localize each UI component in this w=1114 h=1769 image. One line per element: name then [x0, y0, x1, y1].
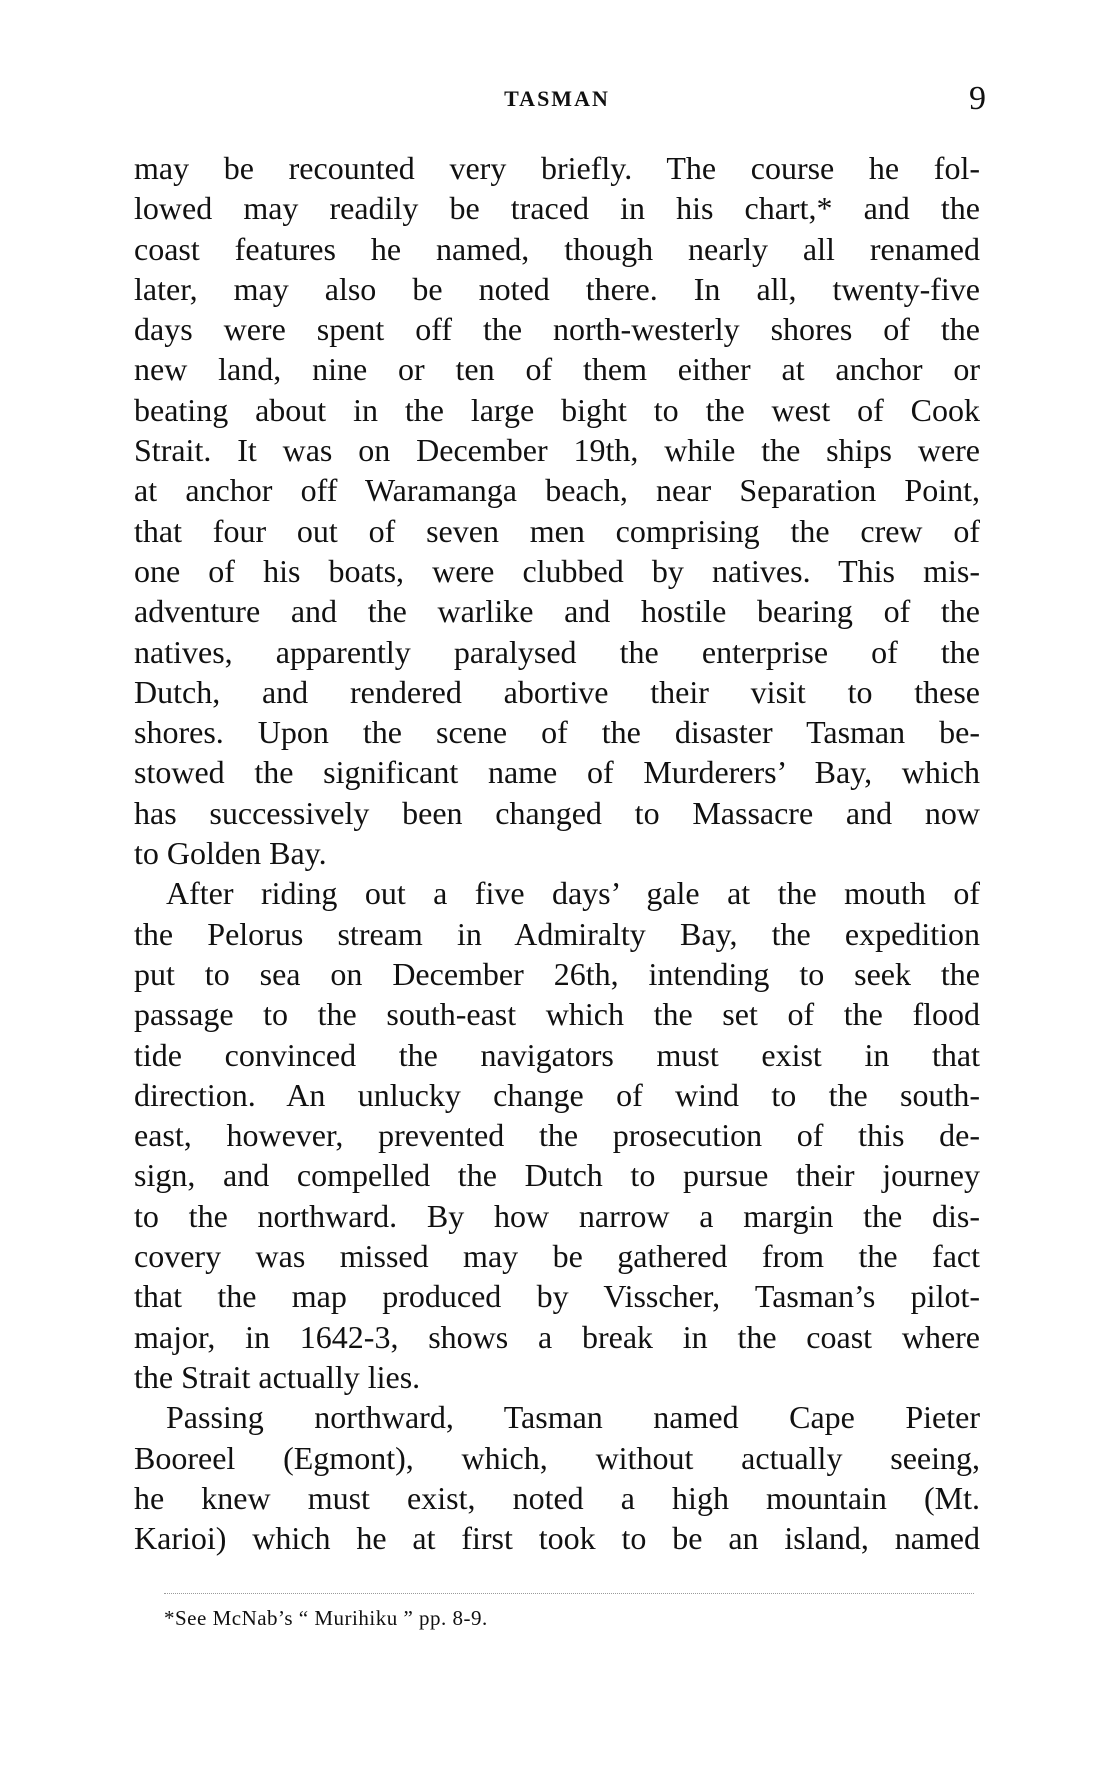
text-line: one of his boats, were clubbed by natives. This mis-: [134, 552, 980, 589]
text-line: Dutch, and rendered abortive their visit to these: [134, 673, 980, 710]
footnote: *See McNab’s “ Murihiku ” pp. 8-9.: [164, 1606, 488, 1630]
text-line: major, in 1642-3, shows a break in the coast where: [134, 1318, 980, 1355]
text-line: Booreel (Egmont), which, without actually seeing,: [134, 1439, 980, 1476]
page-number: 9: [969, 80, 986, 117]
footnote-rule: [164, 1593, 974, 1594]
text-line: he knew must exist, noted a high mountain (Mt.: [134, 1479, 980, 1516]
text-line: may be recounted very briefly. The course he fol-: [134, 150, 980, 186]
text-line: beating about in the large bight to the west of Cook: [134, 391, 980, 428]
text-line: passage to the south-east which the set of the flood: [134, 996, 980, 1033]
paragraph-end-line: to Golden Bay.: [134, 835, 327, 872]
text-line: lowed may readily be traced in his chart,* and the: [134, 190, 980, 227]
text-line: the Pelorus stream in Admiralty Bay, the expedition: [134, 915, 980, 952]
text-line: adventure and the warlike and hostile bearing of the: [134, 593, 980, 630]
text-line: east, however, prevented the prosecution of this de-: [134, 1117, 980, 1154]
text-line: coast features he named, though nearly all renamed: [134, 230, 980, 267]
text-line: direction. An unlucky change of wind to the south-: [134, 1076, 980, 1113]
text-line: tide convinced the navigators must exist in that: [134, 1036, 980, 1073]
text-line: stowed the significant name of Murderers’ Bay, which: [134, 754, 980, 791]
text-line: to the northward. By how narrow a margin the dis-: [134, 1197, 980, 1234]
paragraph-start-line: After riding out a five days’ gale at the mouth of: [166, 875, 980, 912]
text-line: days were spent off the north-westerly shores of the: [134, 311, 980, 348]
text-line: covery was missed may be gathered from the fact: [134, 1238, 980, 1275]
text-line: at anchor off Waramanga beach, near Separation Point,: [134, 472, 980, 509]
running-head: [0, 80, 1114, 120]
text-line: sign, and compelled the Dutch to pursue their journey: [134, 1157, 980, 1194]
text-line: put to sea on December 26th, intending to seek the: [134, 955, 980, 992]
body-text: [134, 148, 980, 1558]
running-head-title: TASMAN: [504, 86, 610, 111]
text-line: has successively been changed to Massacre and now: [134, 794, 980, 831]
text-line: that the map produced by Visscher, Tasman’s pilot-: [134, 1278, 980, 1315]
text-line: shores. Upon the scene of the disaster Tasman be-: [134, 714, 980, 751]
text-line: that four out of seven men comprising the crew of: [134, 512, 980, 549]
text-line: new land, nine or ten of them either at anchor or: [134, 351, 980, 388]
paragraph-end-line: the Strait actually lies.: [134, 1358, 421, 1395]
text-line: Karioi) which he at first took to be an island, named: [134, 1520, 980, 1557]
text-line: natives, apparently paralysed the enterprise of the: [134, 633, 980, 670]
paragraph-start-line: Passing northward, Tasman named Cape Pieter: [166, 1399, 980, 1436]
text-line: later, may also be noted there. In all, twenty-five: [134, 270, 980, 307]
text-line: Strait. It was on December 19th, while the ships were: [134, 432, 980, 469]
